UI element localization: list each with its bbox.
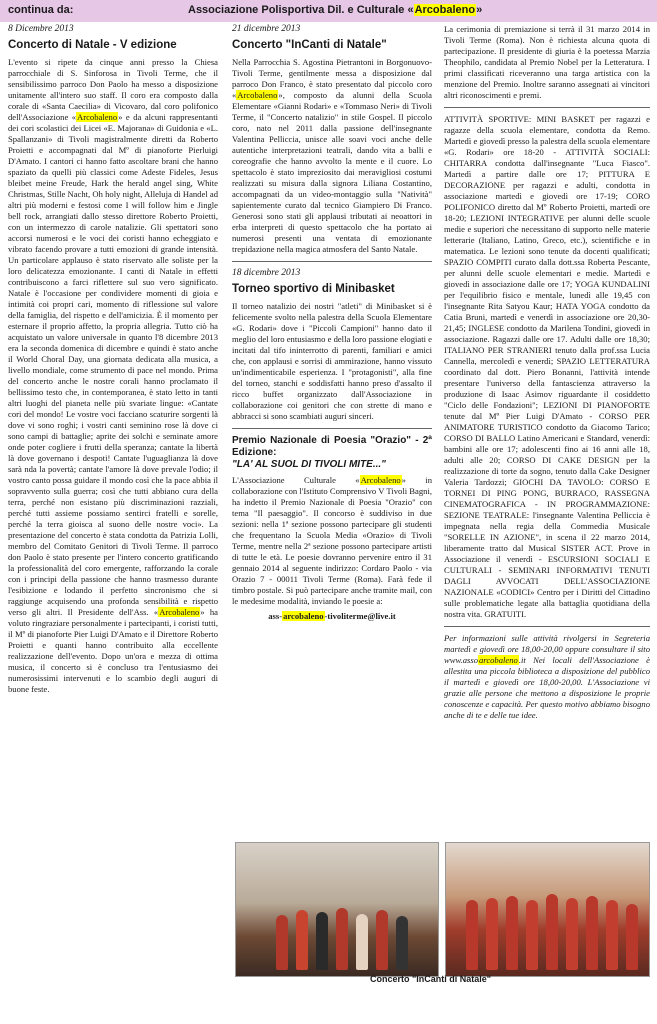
article-title: Torneo sportivo di Minibasket	[232, 283, 395, 295]
concert-photo	[235, 842, 439, 977]
article-date: 18 dicembre 2013	[232, 268, 301, 278]
award-text: La cerimonia di premiazione si terrà il 31 marzo 2014 in Tivoli Terme (Roma). Non è richiesta alcuna quota di partecipazione. Il presidente di giuria è la poetessa Marzia Theophilo, candidata al Premio Nobel per la Letteratura. I primi classificati riceveranno una targa artistica con la menzione del Premio. Inoltre saranno assegnati ai vincitori altri riconoscimenti e premi.	[444, 24, 650, 100]
photo-caption: Concerto "InCanti di Natale"	[370, 974, 492, 984]
column-2	[232, 24, 432, 622]
divider	[232, 261, 432, 262]
column-1	[8, 24, 218, 695]
activities-list: ATTIVITÀ SPORTIVE: MINI BASKET per ragazzi e ragazze della scuola elementare, condotta da Remo. Martedì e giovedì presso la palestra della scuola elementare «G. Rodari» ore 18-20 - ATTIVITÀ SOCIALI: CHITARRA condotta dall'insegnante "Luca Fiasco". Martedì a partire dalle ore 17; PITTURA E DECORAZIONE per ragazzi e adulti, condotta in associazione martedì e giovedì ore 17-19; CORO POLIFONICO diretto dal Mº Roberto Proietti, martedì ore 18-20; LEZIONI INTEGRATIVE per alunni delle scuole medie e superiori che necessitano di supporto nelle materie letterarie (Italiano, Latino, Greco, etc.), scientifiche e in matematica. Le lezioni sono tenute da docenti qualificati; SPAZIO COMPITI curato dalla dott.ssa Roberta Pescante, per alunni delle scuole elementari e medie. Martedì e giovedì in associazione dalle ore 17; YOGA KUNDALINI per l'equilibrio fisico e mentale, lunedì alle 19,45 con l'insegnante Rita Satyou Kaur; HATA YOGA condotto da Catia Bruni, martedì e venerdì in associazione ore 20,30-21,45; INGLESE condotto da Marilena Tondini, giovedì in associazione. Ragazzi dalle ore 17. Adulti dalle ore 18,30; ITALIANO PER STRANIERI tenuto dalla prof.ssa Lucia Cannella, mercoledì e venerdì; SPAZIO LETTERATURA coordinato dal dott. Piero Bonanni, l'attività intende presentare l'universo della fantascienza attraverso la produzione di Isaac Asimov riguardante il cosiddetto "Ciclo delle Fondazioni"; LEZIONI DI PIANOFORTE tenute dal Mº Pier Luigi D'Amato - CORSO PER ANIMATORE TURISTICO condotto da Giacomo Tarico; CORSO DI BALLO Latino Americani e Standard, venerdì: bambini alle ore 17; adolescenti fino ai 16 anni alle 18, adulti alle 20; CORSO DI CAKE DESIGN per la realizzazione di torte da sogno, tenuto dalla Cake Designer Valeria Tardozzi; GIOCHI DA TAVOLO: CORSO E TORNEI DI PING PONG, BURRACO, RASSEGNA CINEMATOGRAFICA - IN PROGRAMMAZIONE: SEZIONE TEATRALE: l'insegnante Valentina Pelliccia è impegnata nella regia della Commedia Musicale "SORELLE IN AZIONE", in scena il 22 marzo 2014, liberamente tratto dal Musical SISTER ACT. Prove in Associazione il venerdì - ESCURSIONI SOCIALI E CULTURALI - SEMINARI INFORMATIVI TENUTI DAGLI AVVOCATI DELL'ASSOCIAZIONE NAZIONALE «CODICI» Centro per i Diritti del Cittadino sulle problematiche legate alla battaglia quotidiana della nostra vita. GRATUITI.	[444, 114, 650, 619]
divider	[232, 428, 432, 429]
article-title: Concerto di Natale - V edizione	[8, 39, 177, 51]
info-note: Per informazioni sulle attività rivolgersi in Segreteria martedì e giovedì ore 18,00-20,00 oppure consultare il sito www.assoarcobaleno.it Nei locali dell'Associazione è allestita una piccola biblioteca a disposizione del pubblico il martedì e giovedì ore 18,00-20,00. L'Associazione vi grazie alle persone che mettono a disposizione le proprie conoscenze e capacità. Per questo motivo abbiamo bisogno anche di te e delle tue idee.	[444, 633, 650, 720]
article-body: L'evento si ripete da cinque anni presso la Chiesa parrocchiale di S. Sinforosa in Tivoli Terme, che il sensibilissimo parroco Don Paolo ha messo a disposizione unitamente all'intero suo staff. Il coro era composto dalla corale di «Santa Caecilia» di Vicovaro, dal coro polifonico dell'Associazione «Arcobaleno» e da alcuni rappresentanti dei cori scolastici dei Licei «E. Majorana» di Guidonia e «L. Spallanzani» di Tivoli magistralmente diretti da Roberto Proietti e accompagnati dal Mº di pianoforte Pierluigi D'Amato. I cantori ci hanno fatto ascoltare brani che hanno spaziato da quelli più classici come Adeste Fideles, Jesus bleibet meine Freude, Hark the herald angel sing, White Christmas, Stille Nacht, Oh holy night, Alleluja di Handel ad altri più moderni e festosi come I will follow him e Jingle bell rock, arrangiati dallo stesso direttore Roberto Proietti, con un intermezzo di carole natalizie. Gli spettatori sono accorsi numerosi e le voci dei coristi hanno echeggiato e vibrato facendo provare a tutti emozioni di grande intensità. Un particolare applauso è stato riservato alle soliste per la loro delicatezza emozionante. I canti di Natale in effetti contribuiscono a farci riflettere sul suo vero significato. Natale è l'occasione per condividere momenti di gioia e intimità coi propri cari, momento di riflessione sul valore della famiglia, del rispetto e dell'amicizia. È il momento per esternare il proprio affetto, la propria allegria. Tutto ciò ha acquistato un valore universale in quanto l'8 dicembre 2013 era la seconda domenica di dicembre e quindi è stato anche il World Choral Day, una giornata dedicata alla musica, a livello mondiale, come strumento di pace nel mondo. Prima del concerto anche le nostre corali hanno proclamato il bellissimo testo che, in contemporanea, è stato letto in tanti altri luoghi del pianeta nelle più svariate lingue: «Cantate cori del mondo! Le vostre voci facciano scaturire sorgenti là dove vi sono roghi; i vostri canti seminino rose là dove ci sono campi di battaglie; aprite dei solchi e seminate amore onde poter cogliere i frutti della speranza; cantate la libertà là dove governano i despoti! Cantate l'uguaglianza là dove sarà nda la povertà; cantate l'amore là dove prevale l'odio; il vostro canto possa guidare il mondo così che la pace abbia il sopravvento sulla guerra; così che tutti abbiano cura della terra, perché non esistano più discriminazioni razziali, perché tutti assieme possiamo sentirci fratelli e sorelle, perché la terra gioisca al suono delle nostre voci». La presentazione del concerto è stata condotta da Patrizia Lolli, membro del Comitato Genitori di Tivoli Terme. Il parroco don Paolo è stato presente per l'intero concerto gratificando la professionalità del coro emergente, rafforzando la corale con i principi della passione che hanno trasmesso durante l'esibizione e lodando il perfetto sincronismo che si raggiunge acquisendo una profonda sensibilità e rispetto verso gli altri. Il Presidente dell'Ass. «Arcobaleno» ha voluto ringraziare personalmente i partecipanti, i coristi tutti, il Mº di pianoforte Pier Luigi D'Amato e il Direttore Roberto Proietti e quanti hanno contribuito alla eccellente realizzazione dell'evento. Dopo un'ora e mezza di ottima musica, il concerto si è concluso tra l'entusiasmo dei numerosissimi intervenuti e lo scambio degli auguri di buone feste.	[8, 57, 218, 694]
continued-from-label: continua da:	[8, 4, 74, 16]
association-name: Associazione Polisportiva Dil. e Culturale «Arcobaleno»	[188, 4, 483, 16]
divider	[444, 626, 650, 627]
article-body: L'Associazione Culturale «Arcobaleno» in collaborazione con l'Istituto Comprensivo V Tivoli Bagni, ha indetto il Premio Nazionale di Poesia "Orazio" con tema "Il paesaggio". Il concorso è suddiviso in due sezioni: nella 1ª sezione possono partecipare gli studenti che frequentano la Scuola Media «Orazio» di Tivoli Terme, mentre nella 2ª sezione possono partecipare artisti di tutte le età. Le poesie dovranno pervenire entro il 31 gennaio 2014 al seguente indirizzo: Cordaro Paolo - via Orazio 7 - 00011 Tivoli Terme (Roma). Farà fede il timbro postale. Si può partecipare anche tramite mail, con le medesime modalità, inviando le poesie a:	[232, 475, 432, 606]
photo-strip	[235, 842, 650, 994]
article-body: Nella Parrocchia S. Agostina Pietrantoni in Borgonuovo-Tivoli Terme, gentilmente messa a disposizione dal parroco Don Franco, è stato presentato dal piccolo coro «Arcobaleno», composto da alunni della Scuola Elementare «Gianni Rodari» e «Tommaso Neri» di Tivoli Terme, il "Concerto natalizio" in stile Gospel. Il piccolo coro, nato nel 2011 dalla passione dell'insegnante Valentina Pelliccia, unisce alle soavi voci anche delle autentiche interpretazioni teatrali, dando vita a balli e coreografie che hanno avvolto la mente e il cuore. Lo spettacolo è stato impreziosito dai meravigliosi costumi realizzati su misura dalla signora Liliana Costantino, accompagnati da un video-montaggio sulla "Natività" sapientemente curato dal tecnico Giampiero Di Franco. Generosi sono stati gli applausi tributati ai neoattori in erba interpreti di questo spettacolo che ha portato ai numerosi presenti una ventata di emozionante trepidazione nella magica atmosfera del Santo Natale.	[232, 57, 432, 254]
article-date: 8 Dicembre 2013	[8, 24, 74, 34]
column-3	[444, 24, 650, 721]
divider	[444, 107, 650, 108]
article-subtitle: "LA' AL SUOL DI TIVOLI MITE..."	[232, 459, 386, 470]
article-date: 21 dicembre 2013	[232, 24, 301, 34]
article-title: Premio Nazionale di Poesia "Orazio" - 2ª Edizione:	[232, 435, 432, 458]
page-header	[0, 0, 657, 22]
article-body: Il torneo natalizio dei nostri "atleti" di Minibasket si è felicemente svolto nella palestra della Scuola Elementare «G. Rodari» dove i "Piccoli Campioni" hanno dato il meglio del loro entusiasmo e della loro passione elogiati e incitati dal tifo ininterrotto di parenti, familiari e amici che, con applausi e sorrisi di ammirazione, hanno vissuto un'indimenticabile esperienza. I "protagonisti", alla fine del torneo, stanchi e soddisfatti hanno preso d'assalto il ricco buffet organizzato dall'Associazione in collaborazione coi genitori che con strette di mano e abbracci si sono scambiati auguri sinceri.	[232, 301, 432, 421]
contact-email[interactable]: ass-arcobaleno-tivoliterme@live.it	[268, 611, 396, 621]
article-title: Concerto "InCanti di Natale"	[232, 39, 387, 51]
concert-photo	[445, 842, 650, 977]
